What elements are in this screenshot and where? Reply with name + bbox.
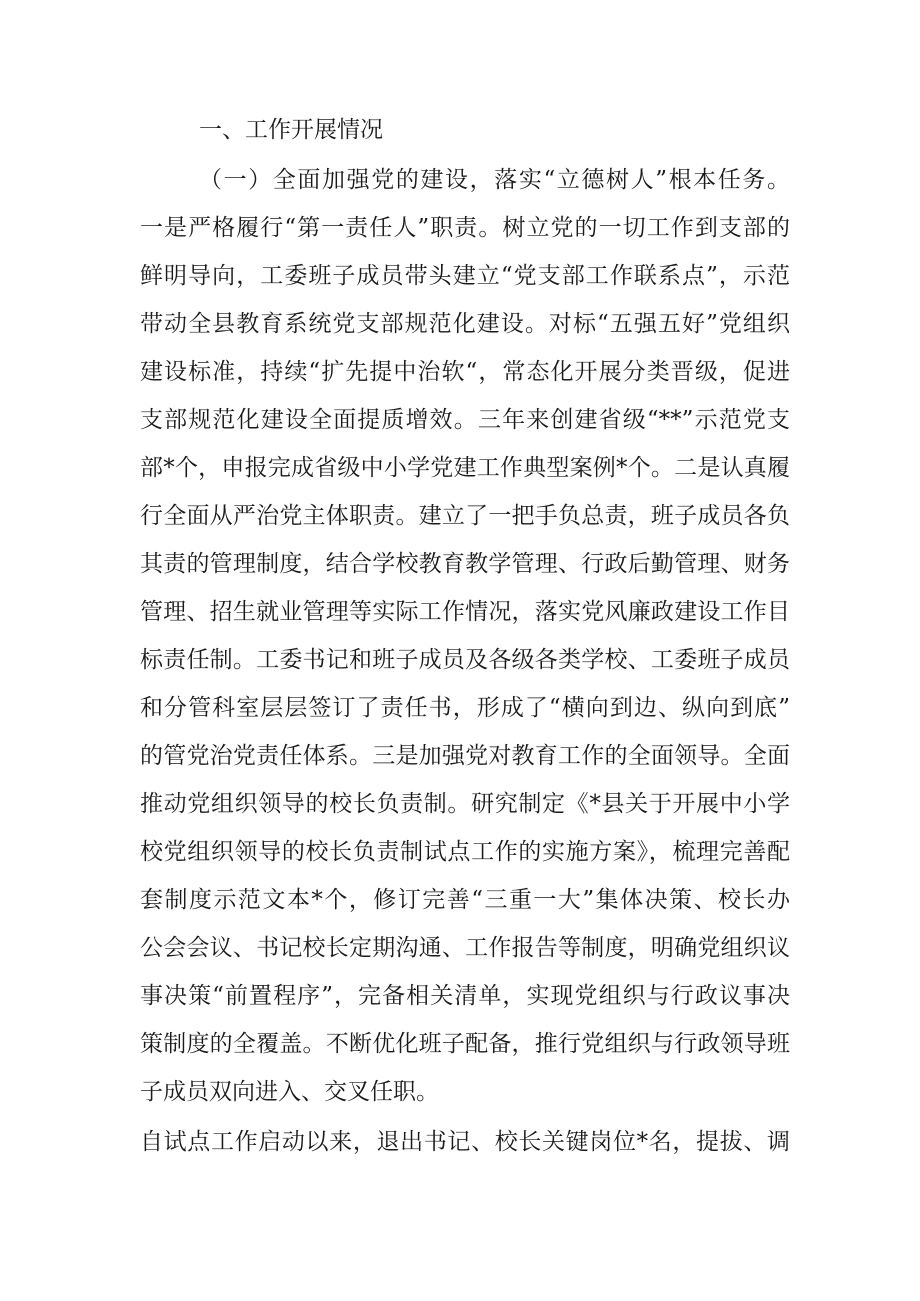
paragraph-line: 和分管科室层层签订了责任书，形成了“横向到边、纵向到底”	[140, 695, 790, 721]
paragraph-line: 套制度示范文本*个，修订完善“三重一大”集体决策、校长办	[140, 887, 790, 913]
paragraph-line: 校党组织领导的校长负责制试点工作的实施方案》，梳理完善配	[140, 839, 790, 865]
paragraph-line: 标责任制。工委书记和班子成员及各级各类学校、工委班子成员	[140, 647, 790, 673]
paragraph-line: 的管党治党责任体系。三是加强党对教育工作的全面领导。全面	[140, 743, 790, 769]
subsection-heading: （一）全面加强党的建设，落实“立德树人”根本任务。	[199, 167, 790, 193]
paragraph-line: 推动党组织领导的校长负责制。研究制定《*县关于开展中小学	[140, 791, 790, 817]
paragraph-line: 公会会议、书记校长定期沟通、工作报告等制度，明确党组织议	[140, 935, 790, 961]
trailing-paragraph-line: 自试点工作启动以来，退出书记、校长关键岗位*名，提拔、调	[140, 1129, 790, 1155]
paragraph-line: 其责的管理制度，结合学校教育教学管理、行政后勤管理、财务	[140, 551, 790, 577]
paragraph-line: 支部规范化建设全面提质增效。三年来创建省级“**”示范党支	[140, 407, 790, 433]
paragraph-line: 部*个，申报完成省级中小学党建工作典型案例*个。二是认真履	[140, 455, 790, 481]
paragraph-line: 建设标准，持续“扩先提中治软“，常态化开展分类晋级，促进	[140, 359, 790, 385]
paragraph-line: 一是严格履行“第一责任人”职责。树立党的一切工作到支部的	[140, 215, 790, 241]
paragraph-line: 子成员双向进入、交叉任职。	[140, 1079, 439, 1105]
paragraph-line: 带动全县教育系统党支部规范化建设。对标“五强五好”党组织	[140, 311, 790, 337]
paragraph-line: 事决策“前置程序”，完备相关清单，实现党组织与行政议事决	[140, 983, 790, 1009]
section-heading: 一、工作开展情况	[199, 117, 383, 143]
paragraph-line: 鲜明导向，工委班子成员带头建立“党支部工作联系点”，示范	[140, 263, 790, 289]
paragraph-line: 策制度的全覆盖。不断优化班子配备，推行党组织与行政领导班	[140, 1031, 790, 1057]
paragraph-line: 管理、招生就业管理等实际工作情况，落实党风廉政建设工作目	[140, 599, 790, 625]
paragraph-line: 行全面从严治党主体职责。建立了一把手负总责，班子成员各负	[140, 503, 790, 529]
